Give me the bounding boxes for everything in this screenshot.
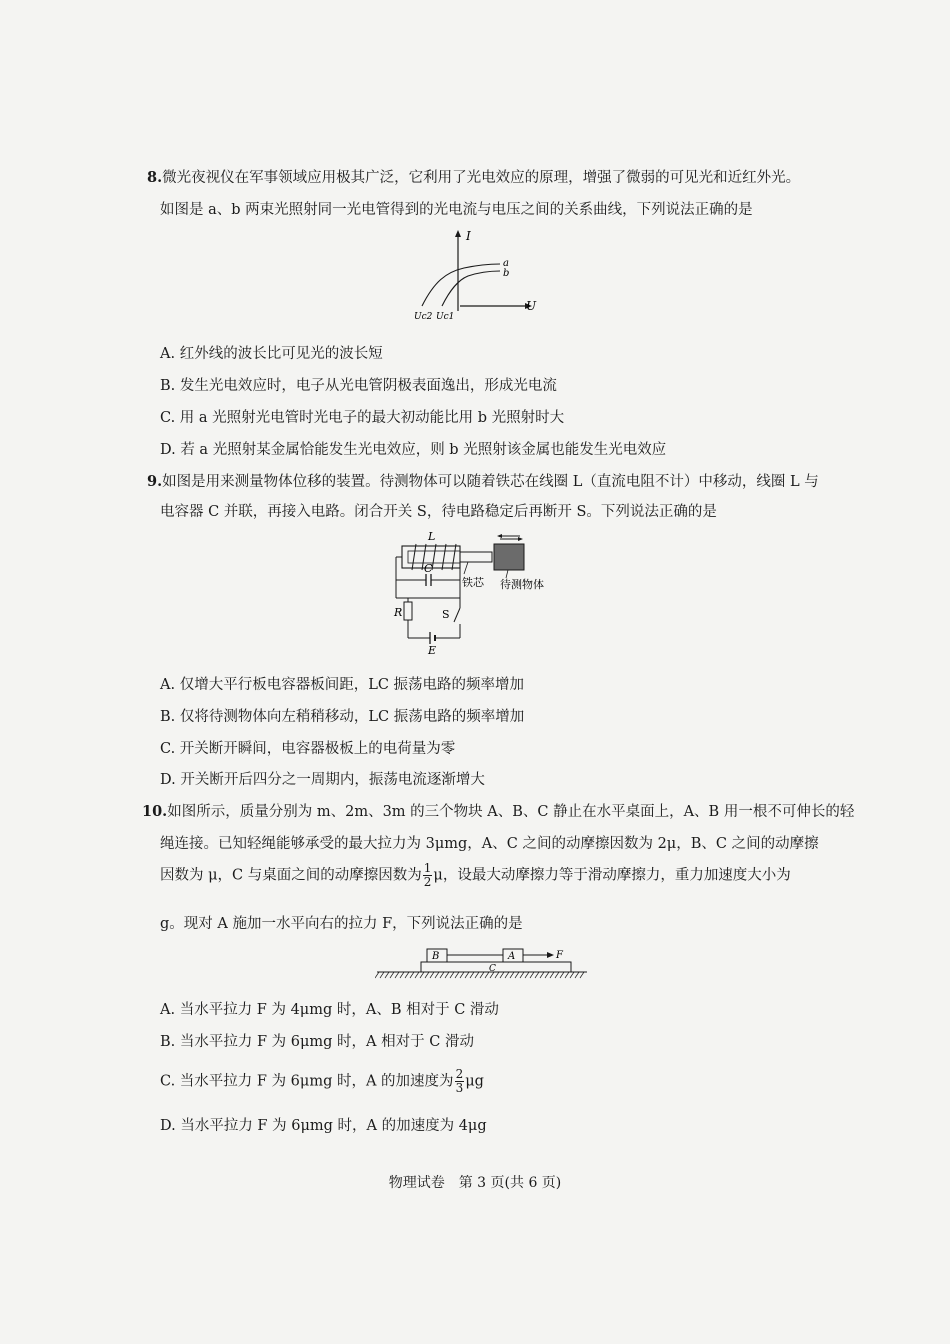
q9-circuit-diagram bbox=[390, 530, 570, 655]
q10-block-c bbox=[421, 962, 571, 972]
ground-hatch-line bbox=[510, 972, 514, 978]
q9-iron-core bbox=[460, 552, 492, 562]
q8-curve-b bbox=[442, 271, 500, 306]
ground-hatch-line bbox=[575, 972, 579, 978]
q9-label-e: E bbox=[428, 644, 437, 655]
q8-curve-a bbox=[422, 264, 500, 306]
q9-object-label: 待测物体 bbox=[500, 578, 544, 591]
q9-switch bbox=[454, 608, 460, 622]
ground-hatch-line bbox=[435, 972, 439, 978]
ground-hatch-line bbox=[410, 972, 414, 978]
q10-stem-line2: 绳连接。已知轻绳能够承受的最大拉力为 3μmg，A、C 之间的动摩擦因数为 2μ，B、C 之间的动摩擦 bbox=[160, 836, 819, 852]
q10-label-c: C bbox=[489, 964, 496, 974]
q10-blocks-figure bbox=[375, 944, 590, 980]
ground-hatch-line bbox=[475, 972, 479, 978]
ground-hatch-line bbox=[505, 972, 509, 978]
q10-option-b[interactable]: B. 当水平拉力 F 为 6μmg 时，A 相对于 C 滑动 bbox=[160, 1034, 474, 1050]
ground-hatch-line bbox=[530, 972, 534, 978]
ground-hatch-line bbox=[555, 972, 559, 978]
q10-option-d[interactable]: D. 当水平拉力 F 为 6μmg 时，A 的加速度为 4μg bbox=[160, 1118, 487, 1134]
q8-curve-a-label: a bbox=[503, 258, 509, 269]
q10-fraction-two-thirds: $\frac{2}{3}$ bbox=[455, 1067, 464, 1095]
page-footer: 物理试卷 第 3 页(共 6 页) bbox=[388, 1175, 562, 1191]
q8-uc1-label: Uc1 bbox=[436, 312, 455, 322]
q9-label-c: C bbox=[424, 562, 433, 575]
ground-hatch-line bbox=[440, 972, 444, 978]
ground-hatch-line bbox=[450, 972, 454, 978]
q9-option-d[interactable]: D. 开关断开后四分之一周期内，振荡电流逐渐增大 bbox=[160, 772, 485, 788]
q8-i-label: I bbox=[466, 229, 471, 243]
q8-stem-line1: 8.微光夜视仪在军事领域应用极其广泛，它利用了光电效应的原理，增强了微弱的可见光和近红外光。 bbox=[147, 169, 801, 186]
ground-hatch-line bbox=[540, 972, 544, 978]
q8-option-a[interactable]: A. 红外线的波长比可见光的波长短 bbox=[160, 346, 383, 362]
ground-hatch-line bbox=[550, 972, 554, 978]
ground-hatch-line bbox=[445, 972, 449, 978]
ground-hatch-line bbox=[375, 972, 379, 978]
q9-resistor bbox=[404, 602, 412, 620]
q10-label-f: F bbox=[556, 950, 563, 961]
ground-hatch-line bbox=[400, 972, 404, 978]
q9-option-a[interactable]: A. 仅增大平行板电容器板间距，LC 振荡电路的频率增加 bbox=[160, 677, 525, 693]
q8-u-label: U bbox=[526, 299, 537, 313]
q10-stem-line3: 因数为 μ，C 与桌面之间的动摩擦因数为 $\frac{1}{2}$ μ，设最大动摩擦力等于滑动摩擦力，重力加速度大小为 bbox=[160, 861, 791, 889]
q9-label-s: S bbox=[442, 608, 450, 621]
ground-hatch-line bbox=[425, 972, 429, 978]
q9-object bbox=[494, 544, 524, 570]
ground-hatch-line bbox=[415, 972, 419, 978]
ground-hatch-line bbox=[465, 972, 469, 978]
ground-hatch-line bbox=[455, 972, 459, 978]
q8-uc2-label: Uc2 bbox=[414, 312, 433, 322]
q8-iu-graph bbox=[400, 226, 550, 322]
ground-hatch-line bbox=[385, 972, 389, 978]
ground-hatch-line bbox=[470, 972, 474, 978]
ground-hatch-line bbox=[430, 972, 434, 978]
q10-label-a: A bbox=[508, 951, 516, 962]
q8-number: 8. bbox=[147, 169, 163, 186]
q9-core-label: 铁芯 bbox=[462, 576, 484, 589]
q10-fraction-half: $\frac{1}{2}$ bbox=[423, 861, 432, 889]
ground-hatch-line bbox=[420, 972, 424, 978]
q9-option-c[interactable]: C. 开关断开瞬间，电容器极板上的电荷量为零 bbox=[160, 741, 456, 757]
ground-hatch-line bbox=[380, 972, 384, 978]
q10-number: 10. bbox=[142, 803, 168, 820]
q9-number: 9. bbox=[147, 473, 163, 490]
ground-hatch-line bbox=[405, 972, 409, 978]
q8-option-d[interactable]: D. 若 a 光照射某金属恰能发生光电效应，则 b 光照射该金属也能发生光电效应 bbox=[160, 442, 667, 458]
ground-hatch-line bbox=[560, 972, 564, 978]
q10-option-c[interactable]: C. 当水平拉力 F 为 6μmg 时，A 的加速度为 $\frac{2}{3}$ μg bbox=[160, 1067, 484, 1095]
q8-option-b[interactable]: B. 发生光电效应时，电子从光电管阴极表面逸出，形成光电流 bbox=[160, 378, 557, 394]
ground-hatch-line bbox=[390, 972, 394, 978]
ground-hatch-line bbox=[460, 972, 464, 978]
q10-option-a[interactable]: A. 当水平拉力 F 为 4μmg 时，A、B 相对于 C 滑动 bbox=[160, 1002, 499, 1018]
q9-option-b[interactable]: B. 仅将待测物体向左稍稍移动，LC 振荡电路的频率增加 bbox=[160, 709, 525, 725]
ground-hatch-line bbox=[500, 972, 504, 978]
q9-label-r: R bbox=[394, 606, 403, 619]
ground-hatch-line bbox=[565, 972, 569, 978]
ground-hatch-line bbox=[545, 972, 549, 978]
q10-label-b: B bbox=[432, 951, 440, 962]
q9-stem-line2: 电容器 C 并联，再接入电路。闭合开关 S，待电路稳定后再断开 S。下列说法正确的是 bbox=[160, 504, 717, 520]
q8-option-c[interactable]: C. 用 a 光照射光电管时光电子的最大初动能比用 b 光照射时大 bbox=[160, 410, 565, 426]
q9-label-l: L bbox=[428, 530, 436, 543]
ground-hatch-line bbox=[520, 972, 524, 978]
ground-hatch-line bbox=[395, 972, 399, 978]
ground-hatch-line bbox=[535, 972, 539, 978]
q8-stem-line2: 如图是 a、b 两束光照射同一光电管得到的光电流与电压之间的关系曲线，下列说法正确的是 bbox=[160, 202, 753, 218]
ground-hatch-line bbox=[580, 972, 584, 978]
q10-stem-line1: 10.如图所示，质量分别为 m、2m、3m 的三个物块 A、B、C 静止在水平桌面上，A、B 用一根不可伸长的轻 bbox=[142, 803, 855, 820]
ground-hatch-line bbox=[480, 972, 484, 978]
q9-stem-line1: 9.如图是用来测量物体位移的装置。待测物体可以随着铁芯在线圈 L（直流电阻不计）中移动，线圈 L 与 bbox=[147, 473, 819, 490]
q8-curve-b-label: b bbox=[503, 268, 510, 279]
q10-stem-line4: g。现对 A 施加一水平向右的拉力 F，下列说法正确的是 bbox=[160, 916, 523, 932]
ground-hatch-line bbox=[515, 972, 519, 978]
ground-hatch-line bbox=[570, 972, 574, 978]
ground-hatch-line bbox=[525, 972, 529, 978]
